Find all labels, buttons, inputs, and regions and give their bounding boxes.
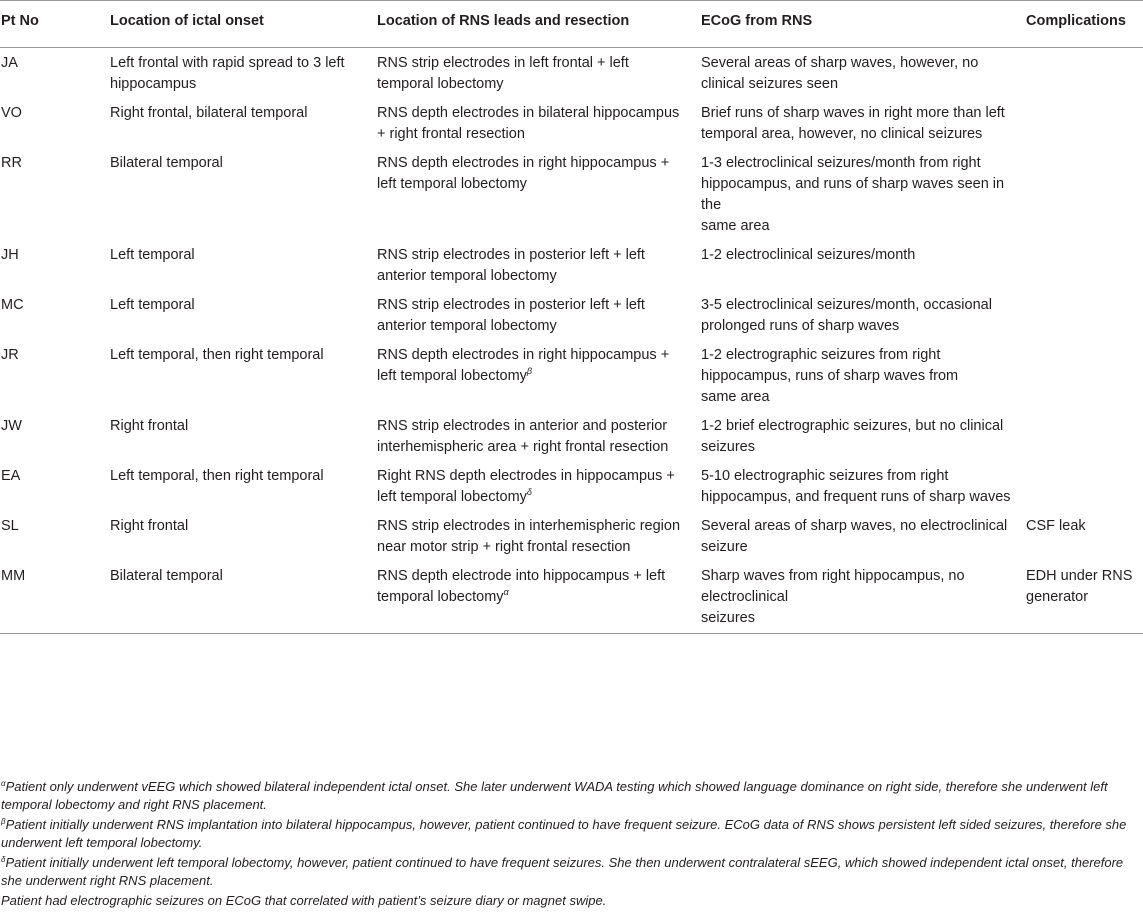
footnote-mark: α	[1, 779, 6, 788]
header-ecog: ECoG from RNS	[701, 1, 1026, 48]
cell-complications	[1026, 98, 1143, 148]
header-rns-leads: Location of RNS leads and resection	[377, 1, 701, 48]
leads-text: RNS strip electrodes in left frontal + left temporal lobectomy	[377, 55, 629, 92]
cell-complications	[1026, 148, 1143, 240]
table-row	[0, 98, 1143, 148]
cell-onset: Bilateral temporal	[110, 561, 377, 634]
leads-text: Right RNS depth electrodes in hippocampus + left temporal lobectomy	[377, 468, 675, 505]
footnote-mark: δ	[526, 487, 532, 497]
footnote-delta	[1, 854, 1141, 890]
cell-ecog	[701, 48, 1026, 99]
cell-ecog	[701, 461, 1026, 511]
cell-complications	[1026, 48, 1143, 99]
header-complications: Complications	[1026, 1, 1143, 48]
ecog-text: 1-2 electroclinical seizures/month	[701, 247, 916, 263]
cell-onset: Left temporal, then right temporal	[110, 347, 324, 363]
ecog-text: 1-3 electroclinical seizures/month from right hippocampus, and runs of sharp waves seen in the	[701, 155, 1005, 213]
leads-text: RNS depth electrodes in bilateral hippocampus + right frontal resection	[377, 105, 680, 142]
cell-onset: Left frontal with rapid spread to 3 left hippocampus	[110, 55, 345, 92]
cell-onset: Bilateral temporal	[110, 155, 223, 171]
ecog-text-continued: same area	[701, 389, 770, 405]
footnote-mark: β	[1, 817, 6, 826]
footnote-text: Patient initially underwent left temporal lobectomy, however, patient continued to have frequent seizures. She then underwent contralateral sEEG, which showed independent ictal onset, therefore she underwent right RNS placement.	[1, 855, 1124, 888]
cell-leads	[377, 290, 701, 340]
footnote-text: Patient only underwent vEEG which showed bilateral independent ictal onset. She later underwent WADA testing which showed language dominance on right side, therefore she underwent left temporal lobectomy and right RNS placement.	[1, 779, 1108, 812]
cell-complications	[1026, 240, 1143, 290]
footnote-mark: α	[503, 587, 509, 597]
cell-leads	[377, 48, 701, 99]
cell-leads	[377, 411, 701, 461]
cell-complications	[1026, 461, 1143, 511]
cell-ecog	[701, 340, 1026, 411]
cell-complications	[1026, 411, 1143, 461]
cell-pt: VO	[1, 105, 22, 121]
table-row	[0, 511, 1143, 561]
cell-onset: Left temporal	[110, 247, 195, 263]
ecog-text: 5-10 electrographic seizures from right hippocampus, and frequent runs of sharp waves	[701, 468, 1011, 505]
cell-leads	[377, 148, 701, 240]
cell-ecog	[701, 240, 1026, 290]
cell-ecog	[701, 561, 1026, 634]
footnote-alpha	[1, 778, 1141, 814]
table-row	[0, 240, 1143, 290]
cell-leads	[377, 561, 701, 634]
leads-text: RNS depth electrode into hippocampus + left temporal lobectomy	[377, 568, 666, 605]
cell-complications	[1026, 290, 1143, 340]
cell-pt: MM	[0, 561, 110, 634]
cell-complications: EDH under RNS generator	[1026, 561, 1143, 634]
ecog-text: 1-2 electrographic seizures from right hippocampus, runs of sharp waves from	[701, 347, 959, 384]
ecog-text-continued: same area	[701, 218, 770, 234]
footnote-mark: β	[526, 366, 533, 376]
cell-pt: MC	[1, 297, 24, 313]
table-row	[0, 411, 1143, 461]
cell-pt: JH	[1, 247, 19, 263]
cell-leads	[377, 461, 701, 511]
table-row	[0, 340, 1143, 411]
leads-text: RNS strip electrodes in posterior left + left anterior temporal lobectomy	[377, 297, 645, 334]
cell-onset: Left temporal, then right temporal	[110, 468, 324, 484]
table-row	[0, 48, 1143, 99]
table-row	[0, 461, 1143, 511]
leads-text: RNS strip electrodes in anterior and posterior interhemispheric area + right frontal resection	[377, 418, 669, 455]
header-ictal-onset: Location of ictal onset	[110, 1, 377, 48]
cell-leads	[377, 240, 701, 290]
cell-ecog	[701, 411, 1026, 461]
table-row	[0, 561, 1143, 634]
footnote-text: Patient had electrographic seizures on ECoG that correlated with patient’s seizure diary or magnet swipe.	[1, 893, 607, 908]
table-header-row	[0, 1, 1143, 48]
footnote-beta	[1, 816, 1141, 852]
table-row	[0, 290, 1143, 340]
cell-ecog	[701, 98, 1026, 148]
ecog-text: Several areas of sharp waves, no electroclinical	[701, 518, 1008, 534]
cell-leads	[377, 98, 701, 148]
ecog-text: 3-5 electroclinical seizures/month, occasional prolonged runs of sharp waves	[701, 297, 992, 334]
cell-pt: JW	[1, 418, 22, 434]
header-pt-no: Pt No	[0, 1, 110, 48]
ecog-text: Brief runs of sharp waves in right more than left temporal area, however, no clinical seizures	[701, 105, 1005, 142]
table-row	[0, 148, 1143, 240]
table-footnotes	[1, 778, 1141, 912]
footnote-general	[1, 892, 1141, 910]
leads-text: RNS depth electrodes in right hippocampus + left temporal lobectomy	[377, 155, 670, 192]
ecog-text: Several areas of sharp waves, however, no clinical seizures seen	[701, 55, 979, 92]
cell-onset: Right frontal	[110, 418, 189, 434]
cell-pt: JR	[1, 347, 19, 363]
leads-text: RNS strip electrodes in posterior left + left anterior temporal lobectomy	[377, 247, 645, 284]
cell-pt: RR	[1, 155, 22, 171]
cell-onset: Right frontal, bilateral temporal	[110, 105, 308, 121]
cell-pt: JA	[1, 55, 18, 71]
cell-pt: SL	[1, 518, 19, 534]
cell-complications: CSF leak	[1026, 518, 1086, 534]
cell-complications	[1026, 340, 1143, 411]
leads-text: RNS depth electrodes in right hippocampus + left temporal lobectomy	[377, 347, 670, 384]
ecog-text: Sharp waves from right hippocampus, no electroclinical	[701, 568, 965, 605]
cell-onset: Left temporal	[110, 297, 195, 313]
cell-ecog	[701, 148, 1026, 240]
cell-ecog	[701, 290, 1026, 340]
footnote-text: Patient initially underwent RNS implantation into bilateral hippocampus, however, patient continued to have frequent seizure. ECoG data of RNS shows persistent left sided seizures, therefore she underwent left temporal lobectomy.	[1, 817, 1127, 850]
ecog-text-continued: seizure	[701, 539, 748, 555]
cell-onset: Right frontal	[110, 518, 189, 534]
ecog-text: 1-2 brief electrographic seizures, but no clinical seizures	[701, 418, 1004, 455]
cell-leads	[377, 511, 701, 561]
ecog-text-continued: seizures	[701, 610, 755, 626]
cell-pt: EA	[1, 468, 21, 484]
leads-text: RNS strip electrodes in interhemispheric region near motor strip + right frontal resection	[377, 518, 681, 555]
footnote-mark: δ	[1, 855, 6, 864]
cell-ecog	[701, 511, 1026, 561]
cell-leads	[377, 340, 701, 411]
